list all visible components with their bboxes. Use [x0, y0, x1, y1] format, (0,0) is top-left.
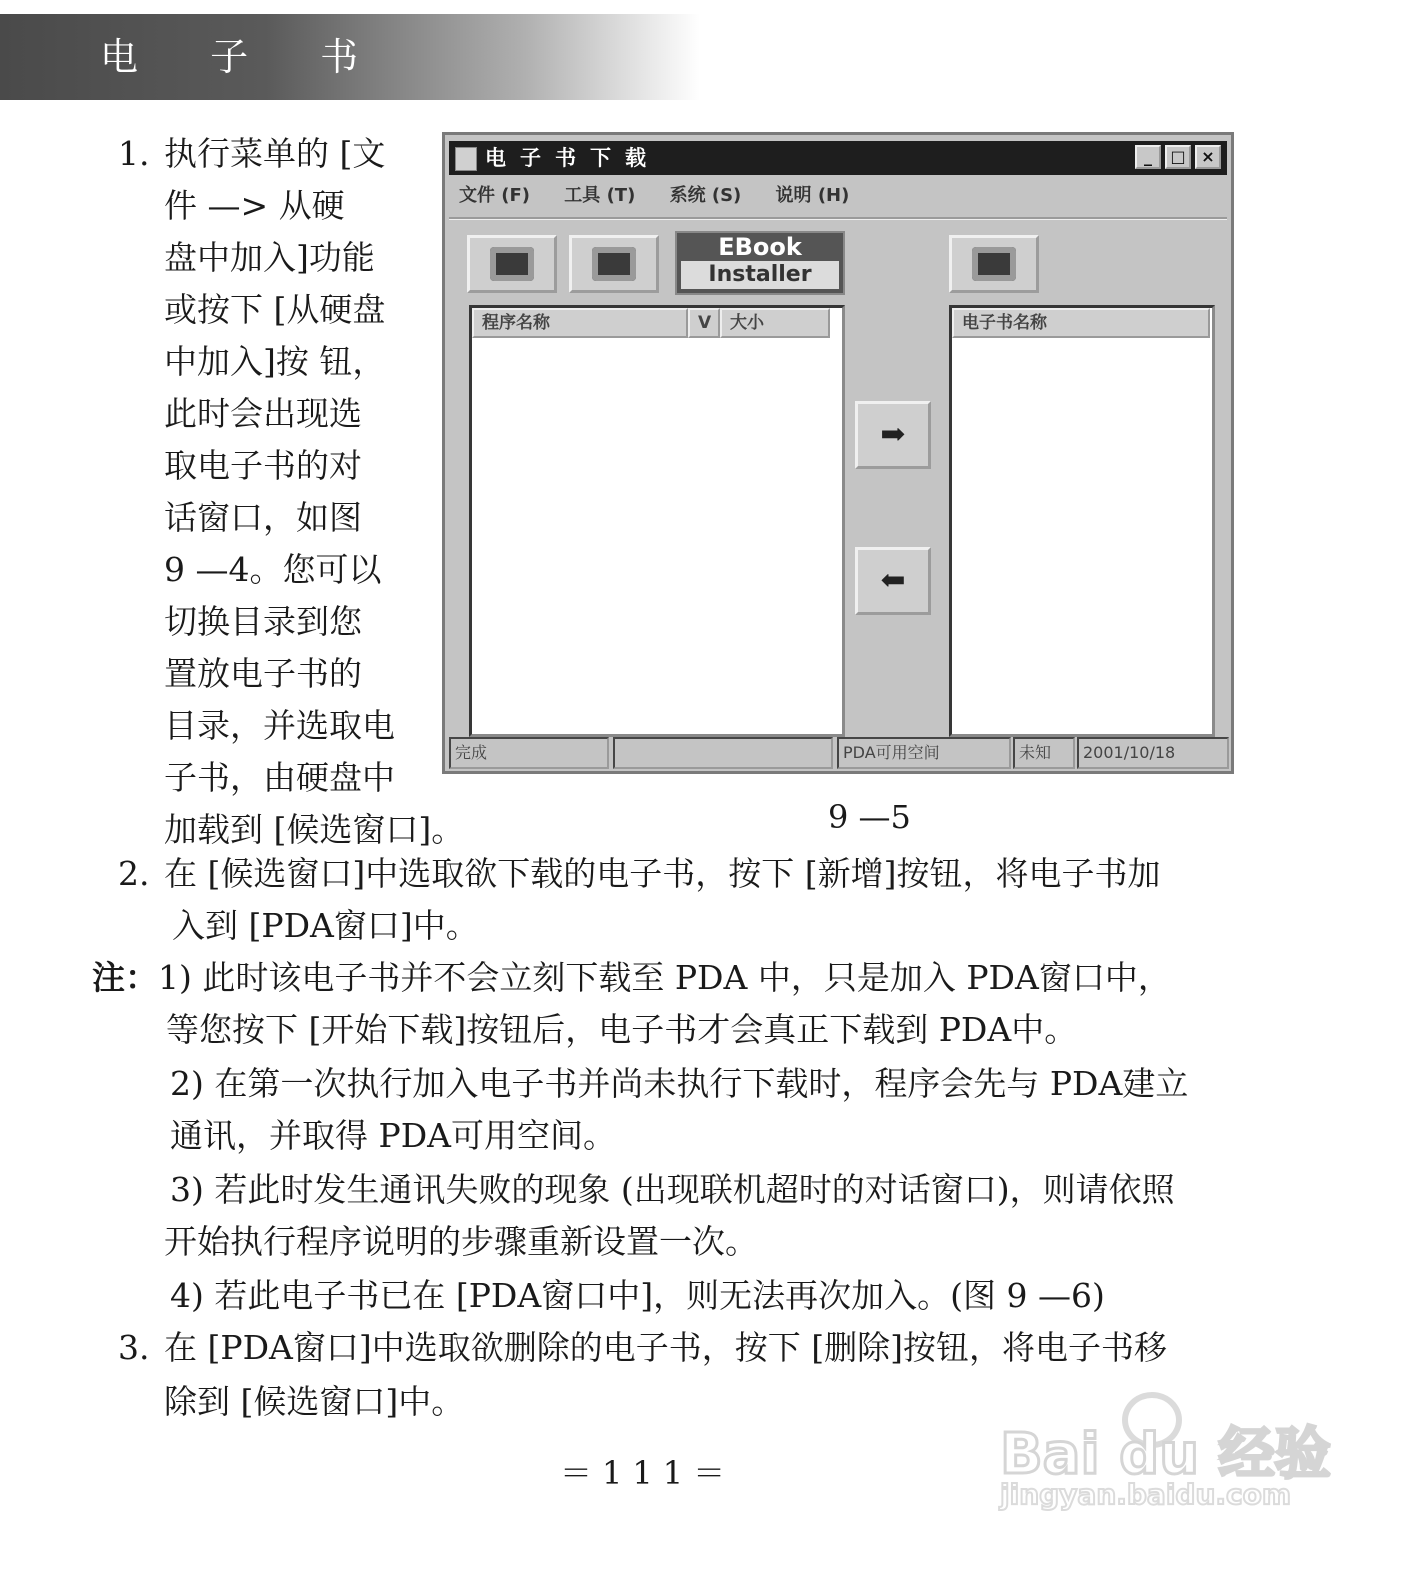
status-bar — [449, 737, 1227, 769]
step-1-line: 加载到 [候选窗口]。 — [164, 810, 465, 849]
step-2-line-2: 入到 [PDA窗口]中。 — [172, 906, 479, 945]
page-number: ＝111＝ — [560, 1454, 736, 1492]
menu-separator — [449, 217, 1227, 220]
baidu-watermark — [1000, 1392, 1331, 1512]
col-check[interactable]: V — [688, 308, 720, 338]
status-empty — [613, 737, 833, 769]
step-1-line: 子书，由硬盘中 — [164, 758, 395, 797]
col-ebook-name[interactable]: 电子书名称 — [952, 308, 1210, 338]
step-1-line: 中加入]按 钮， — [164, 342, 386, 381]
menu-help[interactable]: 说明 (H) — [775, 185, 850, 206]
pda-icon — [592, 247, 636, 281]
window-title: 电子书下载 — [485, 146, 660, 170]
note-3-line-1: 3) 若此时发生通讯失败的现象 (出现联机超时的对话窗口)，则请依照 — [170, 1170, 1175, 1209]
ebook-download-window — [442, 132, 1234, 774]
col-size[interactable]: 大小 — [720, 308, 830, 338]
start-download-button[interactable] — [949, 235, 1039, 293]
step-number: 3. — [118, 1328, 150, 1367]
step-1-line: 切换目录到您 — [164, 602, 362, 641]
ebook-installer-logo: EBook Installer — [675, 231, 845, 295]
note-2-line-2: 通讯，并取得 PDA可用空间。 — [170, 1116, 616, 1155]
step-1-line: 置放电子书的 — [164, 654, 362, 693]
step-1-line: 此时会出现选 — [164, 394, 362, 433]
add-from-disk-button[interactable] — [467, 235, 557, 293]
step-1-line: 盘中加入]功能 — [164, 238, 375, 277]
tool-button-2[interactable] — [569, 235, 659, 293]
candidate-list[interactable] — [469, 305, 845, 737]
step-3-line-2: 除到 [候选窗口]中。 — [164, 1382, 465, 1421]
step-1-line: 9 —4。您可以 — [164, 550, 382, 589]
app-icon — [455, 147, 477, 171]
status-space-value: 未知 — [1013, 737, 1075, 769]
step-2-line-1: 2. 在 [候选窗口]中选取欲下载的电子书，按下 [新增]按钮，将电子书加 — [118, 854, 1161, 893]
close-button[interactable]: × — [1195, 145, 1221, 169]
menu-tools[interactable]: 工具 (T) — [564, 185, 636, 206]
step-number: 2. — [118, 854, 150, 893]
menu-bar — [459, 181, 877, 211]
watermark-url: jingyan.baidu.com — [1000, 1478, 1292, 1511]
menu-system[interactable]: 系统 (S) — [669, 185, 742, 206]
note-4-line-1: 4) 若此电子书已在 [PDA窗口中]，则无法再次加入。(图 9 —6) — [170, 1276, 1105, 1315]
download-icon — [972, 247, 1016, 281]
remove-from-pda-button[interactable]: ⬅ — [855, 547, 931, 615]
note-1-line-1: 注：1) 此时该电子书并不会立刻下载至 PDA 中，只是加入 PDA窗口中， — [92, 958, 1171, 997]
figure-caption: 9 —5 — [828, 798, 911, 836]
status-space-label: PDA可用空间 — [837, 737, 1011, 769]
note-3-line-2: 开始执行程序说明的步骤重新设置一次。 — [164, 1222, 758, 1261]
step-3-line-1: 3. 在 [PDA窗口]中选取欲删除的电子书，按下 [删除]按钮，将电子书移 — [118, 1328, 1167, 1367]
step-1-line: 1. 执行菜单的 [文 — [118, 128, 418, 180]
note-label: 注： — [92, 958, 158, 997]
step-1-line: 目录，并选取电 — [164, 706, 395, 745]
watermark-brand: Bai du 经验 — [1000, 1422, 1331, 1487]
step-1-line: 件 —> 从硬 — [164, 186, 345, 225]
step-number: 1. — [118, 134, 150, 173]
note-2-line-1: 2) 在第一次执行加入电子书并尚未执行下载时，程序会先与 PDA建立 — [170, 1064, 1189, 1103]
step-1-line: 或按下 [从硬盘 — [164, 290, 386, 329]
window-title-bar — [449, 141, 1227, 175]
step-1-line: 取电子书的对 — [164, 446, 362, 485]
minimize-button[interactable]: _ — [1135, 145, 1161, 169]
col-program-name[interactable]: 程序名称 — [472, 308, 688, 338]
status-state: 完成 — [449, 737, 609, 769]
maximize-button[interactable]: □ — [1165, 145, 1191, 169]
menu-file[interactable]: 文件 (F) — [459, 185, 531, 206]
step-1 — [118, 128, 465, 856]
status-date: 2001/10/18 — [1077, 737, 1229, 769]
chapter-title: 电 子 书 — [100, 35, 389, 79]
step-1-line: 话窗口，如图 — [164, 498, 362, 537]
computer-icon — [490, 247, 534, 281]
pda-list[interactable] — [949, 305, 1215, 737]
add-to-pda-button[interactable]: ➡ — [855, 401, 931, 469]
note-1-line-2: 等您按下 [开始下载]按钮后，电子书才会真正下载到 PDA中。 — [166, 1010, 1078, 1049]
